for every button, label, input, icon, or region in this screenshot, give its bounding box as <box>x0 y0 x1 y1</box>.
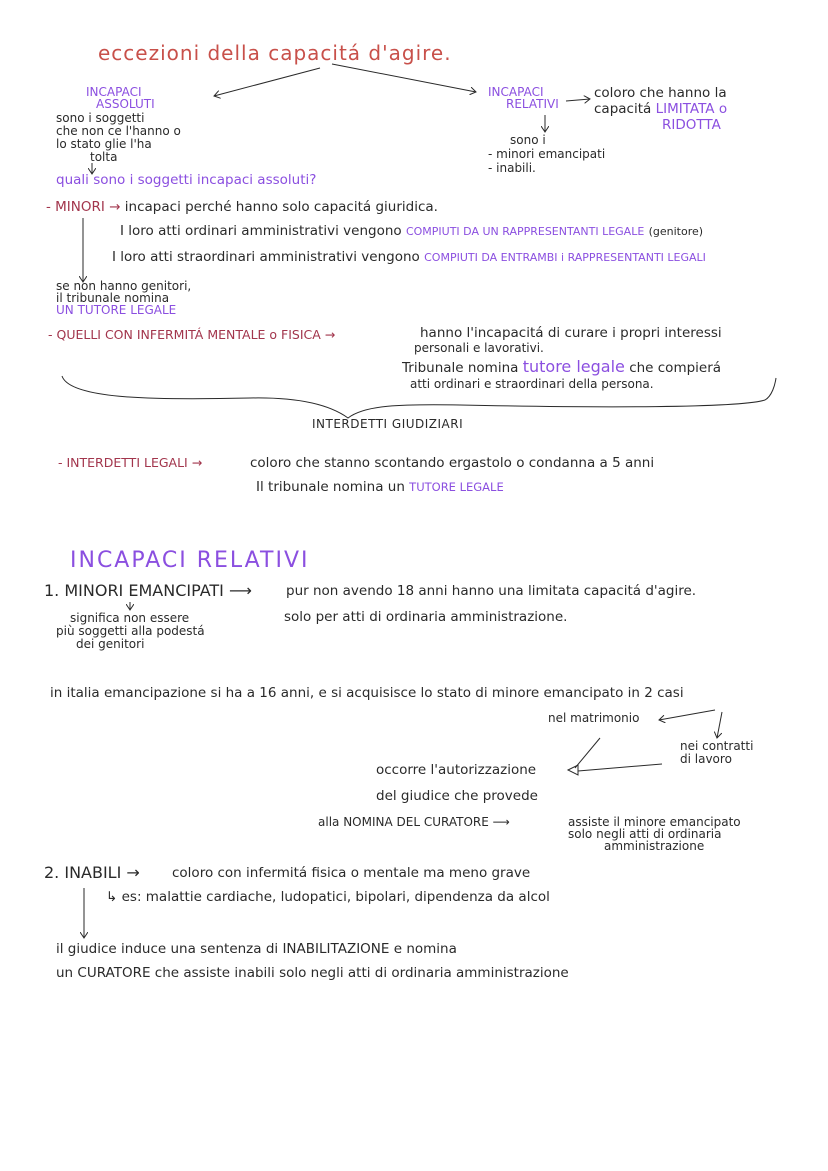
minori-emancipati-line-2: solo per atti di ordinaria amministrazione. <box>284 609 568 625</box>
auth-line-2: del giudice che provede <box>376 788 538 804</box>
infermita-line-4: atti ordinari e straordinari della persona. <box>410 377 654 391</box>
minori-row: - MINORI → incapaci perché hanno solo capacitá giuridica. <box>46 199 438 215</box>
curatore-desc: assiste il minore emancipato solo negli atti di ordinaria amministrazione <box>568 815 741 853</box>
infermita-line-1: hanno l'incapacitá di curare i propri interessi <box>420 325 722 341</box>
relativi-sono: sono i <box>510 133 546 147</box>
legali-line-2: Il tribunale nomina un TUTORE LEGALE <box>256 479 504 495</box>
case-contratti: nei contratti di lavoro <box>680 739 754 766</box>
relativi-desc-2: capacitá LIMITATA o <box>594 101 728 117</box>
inabili-examples: ↳ es: malattie cardiache, ludopatici, bipolari, dipendenza da alcol <box>106 889 550 905</box>
legali-line-1: coloro che stanno scontando ergastolo o condanna a 5 anni <box>250 455 655 471</box>
case-matrimonio: nel matrimonio <box>548 711 640 725</box>
interdetti-giudiziari-label: INTERDETTI GIUDIZIARI <box>312 417 464 431</box>
legali-label: - INTERDETTI LEGALI → <box>58 455 203 470</box>
relativi-item-1: - minori emancipati <box>488 147 606 161</box>
inabili-label: 2. INABILI → <box>44 863 140 882</box>
assoluti-desc: sono i soggetti che non ce l'hanno o lo stato glie l'ha tolta <box>56 111 181 164</box>
relativi-desc-3: RIDOTTA <box>662 117 721 133</box>
assoluti-question: quali sono i soggetti incapaci assoluti? <box>56 172 317 188</box>
infermita-line-3: Tribunale nomina tutore legale che compierá <box>402 357 722 376</box>
minori-emancipati-line-1: pur non avendo 18 anni hanno una limitata capacitá d'agire. <box>286 583 697 599</box>
relativi-item-2: - inabili. <box>488 161 536 175</box>
inabili-sentence-1: il giudice induce una sentenza di INABILITAZIONE e nomina <box>56 941 457 957</box>
relativi-desc-1: coloro che hanno la <box>594 85 727 101</box>
relativi-heading-1: INCAPACI <box>488 85 544 99</box>
relativi-heading-2: RELATIVI <box>506 97 559 111</box>
minori-straordinari: I loro atti straordinari amministrativi vengono COMPIUTI DA ENTRAMBI i RAPPRESENTANTI LEGALI <box>112 249 706 265</box>
inabili-line-1: coloro con infermitá fisica o mentale ma meno grave <box>172 865 531 881</box>
minori-emancipati-label: 1. MINORI EMANCIPATI ⟶ <box>44 581 252 600</box>
emancipazione-line: in italia emancipazione si ha a 16 anni, e si acquisisce lo stato di minore emancipato in 2 casi <box>50 685 684 701</box>
minori-note: se non hanno genitori, il tribunale nomina UN TUTORE LEGALE <box>56 279 192 317</box>
page-title: eccezioni della capacitá d'agire. <box>98 41 452 65</box>
infermita-line-2: personali e lavorativi. <box>414 341 544 355</box>
infermita-label: - QUELLI CON INFERMITÁ MENTALE o FISICA → <box>48 327 336 342</box>
relativi-section-heading: INCAPACI RELATIVI <box>70 548 310 573</box>
minori-emancipati-note: significa non essere più soggetti alla podestá dei genitori <box>56 611 205 651</box>
assoluti-heading-1: INCAPACI <box>86 85 142 99</box>
inabili-sentence-2: un CURATORE che assiste inabili solo negli atti di ordinaria amministrazione <box>56 965 569 981</box>
assoluti-heading-2: ASSOLUTI <box>96 97 155 111</box>
minori-ordinari: I loro atti ordinari amministrativi vengono COMPIUTI DA UN RAPPRESENTANTI LEGALE (genitore) <box>120 223 704 239</box>
auth-line-3: alla NOMINA DEL CURATORE ⟶ <box>318 815 510 829</box>
auth-line-1: occorre l'autorizzazione <box>376 762 537 778</box>
